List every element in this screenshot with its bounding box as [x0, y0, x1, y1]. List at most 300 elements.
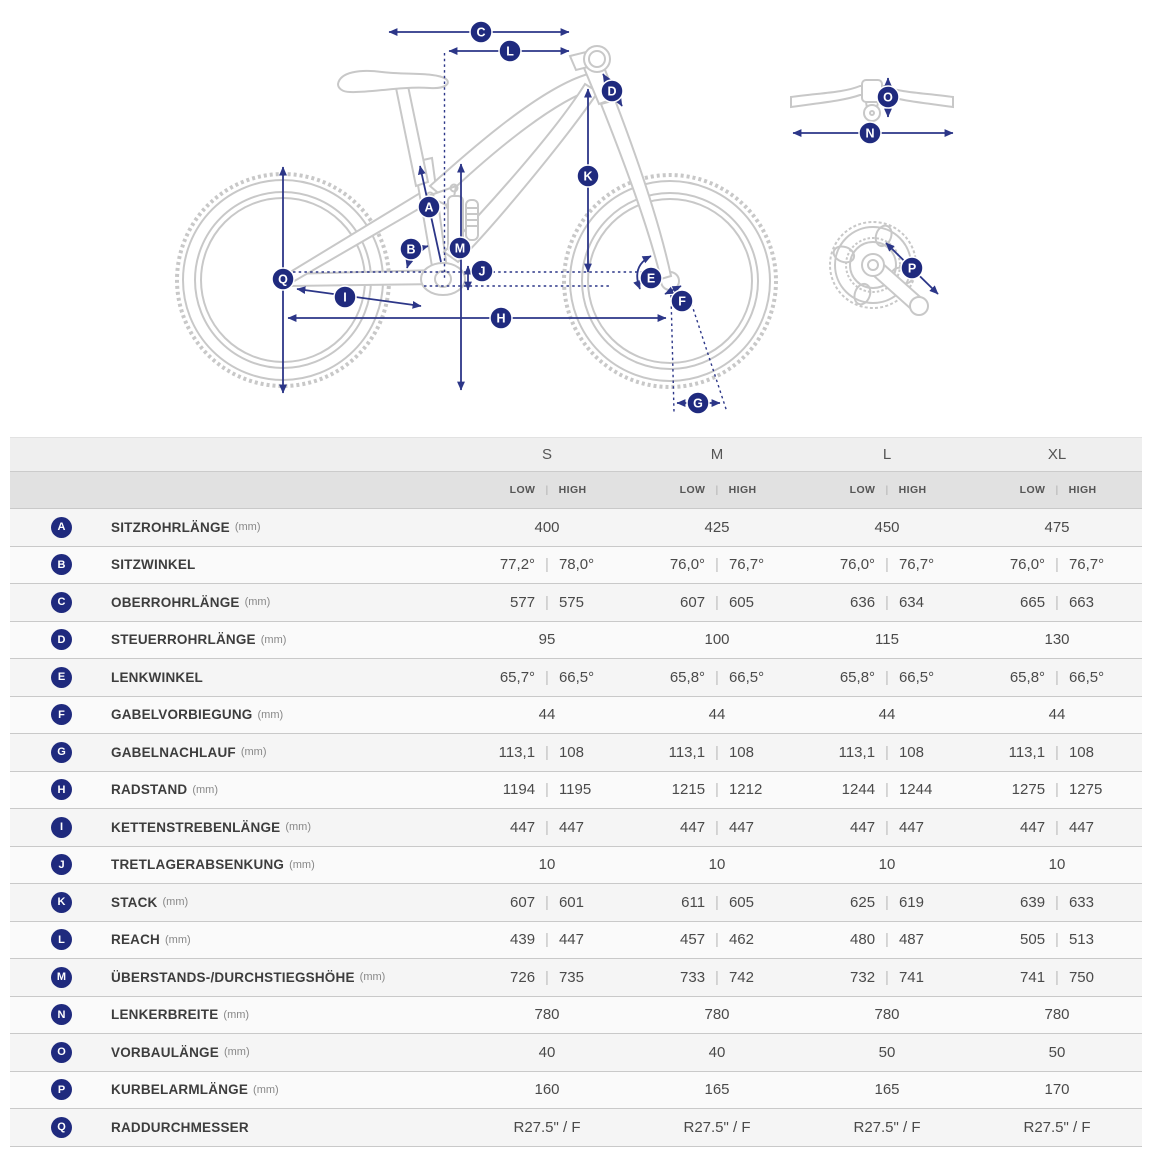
table-row: [10, 621, 1142, 659]
value-low: 607: [510, 893, 536, 911]
row-letter-badge: P: [51, 1079, 72, 1100]
table-row: [10, 1071, 1142, 1109]
value-cell: [802, 781, 972, 798]
row-letter-badge: A: [51, 517, 72, 538]
lowhigh-header: LOW | HIGH: [679, 484, 757, 496]
value-cell: [632, 781, 802, 798]
value-low: 447: [1020, 818, 1046, 836]
value: 10: [538, 856, 556, 874]
value: R27.5" / F: [853, 1118, 921, 1136]
size-header-xl: XL: [1047, 446, 1067, 463]
value-low: 1275: [1011, 781, 1046, 799]
value-divider: |: [715, 668, 719, 686]
value-high: 1195: [558, 781, 592, 799]
value-divider: |: [545, 893, 549, 911]
value: 50: [1048, 1043, 1066, 1061]
lowhigh-header-row: [10, 471, 1142, 508]
row-letter-badge: M: [51, 967, 72, 988]
value-high: 735: [558, 968, 584, 986]
value-high: 108: [898, 743, 924, 761]
value-divider: |: [545, 968, 549, 986]
handlebar-top-view: [791, 80, 953, 121]
row-header: [10, 967, 462, 988]
row-unit: (mm): [244, 596, 271, 609]
row-header: [10, 592, 462, 613]
svg-text:N: N: [865, 126, 875, 141]
value-high: 447: [558, 818, 584, 836]
geometry-table: [10, 437, 1142, 1147]
value-cell: [462, 1119, 632, 1136]
value-cell: [462, 1006, 632, 1023]
value: 95: [538, 631, 556, 649]
value-cell: [972, 1081, 1142, 1098]
value-divider: |: [885, 743, 889, 761]
value-cell: [462, 744, 632, 761]
value-cell: [972, 669, 1142, 686]
value-cell: [972, 744, 1142, 761]
value-cell: [972, 594, 1142, 611]
value: 40: [538, 1043, 556, 1061]
value-divider: |: [885, 893, 889, 911]
value-high: 108: [558, 743, 584, 761]
row-label: STACK: [111, 894, 158, 910]
value-cell: [802, 1081, 972, 1098]
value-high: 619: [898, 893, 924, 911]
size-header-l: L: [882, 446, 892, 463]
value-high: 447: [1068, 818, 1094, 836]
marker-p: [901, 257, 923, 279]
value-divider: |: [885, 668, 889, 686]
value-cell: [972, 894, 1142, 911]
value-divider: |: [1055, 668, 1059, 686]
svg-text:K: K: [583, 169, 593, 184]
value-cell: [972, 969, 1142, 986]
value-high: 462: [728, 931, 754, 949]
svg-text:J: J: [478, 264, 486, 279]
row-header: [10, 667, 462, 688]
value-cell: [802, 1044, 972, 1061]
value-divider: |: [885, 818, 889, 836]
vertical-trail-dashed-line: [671, 295, 674, 412]
value-high: 66,5°: [1068, 668, 1105, 686]
value-divider: |: [715, 743, 719, 761]
value: 115: [875, 631, 899, 649]
value: 44: [878, 706, 896, 724]
value-cell: [632, 556, 802, 573]
value-cell: [632, 631, 802, 648]
value: 100: [704, 631, 730, 649]
marker-h: [490, 307, 512, 329]
table-row: [10, 846, 1142, 884]
value-high: 605: [728, 593, 754, 611]
value: 44: [1048, 706, 1066, 724]
value-cell: [802, 519, 972, 536]
value: 50: [878, 1043, 896, 1061]
value: 450: [874, 518, 900, 536]
value-divider: |: [885, 968, 889, 986]
row-label: ÜBERSTANDS-/DURCHSTIEGSHÖHE: [111, 969, 355, 985]
marker-g: [687, 392, 709, 414]
value-cell: [632, 669, 802, 686]
value-high: 633: [1068, 893, 1094, 911]
value: R27.5" / F: [1023, 1118, 1091, 1136]
value-cell: [632, 856, 802, 873]
row-header: [10, 1079, 462, 1100]
row-label: OBERROHRLÄNGE: [111, 594, 240, 610]
value-low: 665: [1020, 593, 1046, 611]
value-high: 487: [898, 931, 924, 949]
svg-text:L: L: [506, 44, 514, 59]
value-divider: |: [715, 931, 719, 949]
value-high: 66,5°: [728, 668, 765, 686]
value-cell: [462, 631, 632, 648]
svg-text:C: C: [476, 25, 486, 40]
value: 170: [1044, 1081, 1070, 1099]
row-label: GABELVORBIEGUNG: [111, 707, 253, 723]
value: 400: [534, 518, 560, 536]
saddle: [338, 71, 448, 92]
row-unit: (mm): [253, 1083, 279, 1096]
row-header: [10, 779, 462, 800]
row-unit: (mm): [289, 858, 315, 871]
value-divider: |: [1055, 743, 1059, 761]
marker-m: [449, 237, 471, 259]
value-cell: [802, 931, 972, 948]
value-cell: [462, 931, 632, 948]
row-label: STEUERROHRLÄNGE: [111, 632, 256, 648]
value-low: 439: [510, 931, 536, 949]
marker-k: [577, 165, 599, 187]
row-label: SITZWINKEL: [111, 557, 196, 573]
size-header-s: S: [541, 446, 552, 463]
value: 40: [708, 1043, 726, 1061]
row-unit: (mm): [359, 971, 386, 984]
value: R27.5" / F: [513, 1118, 581, 1136]
value-high: 66,5°: [558, 668, 595, 686]
value-low: 113,1: [1008, 743, 1046, 761]
value-cell: [802, 556, 972, 573]
value-high: 742: [728, 968, 754, 986]
fork: [601, 100, 671, 279]
row-label: RADSTAND: [111, 782, 188, 798]
value-low: 1194: [502, 781, 536, 799]
value-low: 76,0°: [669, 556, 706, 574]
row-unit: (mm): [192, 783, 219, 796]
row-header: [10, 892, 462, 913]
value-low: 457: [680, 931, 706, 949]
value-divider: |: [885, 931, 889, 949]
row-label: LENKWINKEL: [111, 669, 203, 685]
value-cell: [632, 1081, 802, 1098]
value-high: 605: [728, 893, 754, 911]
row-letter-badge: C: [51, 592, 72, 613]
value-cell: [632, 819, 802, 836]
row-label: KURBELARMLÄNGE: [111, 1082, 249, 1098]
svg-text:B: B: [406, 242, 416, 257]
value-cell: [462, 594, 632, 611]
value-divider: |: [545, 743, 549, 761]
value-low: 76,0°: [1009, 556, 1046, 574]
value-low: 607: [680, 593, 706, 611]
svg-text:G: G: [693, 396, 703, 411]
value-cell: [802, 819, 972, 836]
svg-text:H: H: [496, 311, 506, 326]
svg-text:M: M: [454, 241, 466, 256]
value-low: 65,8°: [669, 668, 706, 686]
table-row: [10, 658, 1142, 696]
row-header: [10, 817, 462, 838]
row-label: GABELNACHLAUF: [111, 744, 236, 760]
value-divider: |: [885, 593, 889, 611]
value-cell: [462, 894, 632, 911]
row-unit: (mm): [162, 896, 189, 909]
value-cell: [632, 519, 802, 536]
row-unit: (mm): [223, 1008, 250, 1021]
table-row: [10, 996, 1142, 1034]
row-header: [10, 1004, 462, 1025]
value-divider: |: [715, 781, 719, 799]
value-cell: [462, 781, 632, 798]
value: 160: [534, 1081, 560, 1099]
value-low: 447: [510, 818, 536, 836]
row-letter-badge: N: [51, 1004, 72, 1025]
marker-b: [400, 238, 422, 260]
geometry-diagram: [0, 0, 1152, 437]
value: 10: [878, 856, 896, 874]
lowhigh-header: LOW | HIGH: [849, 484, 927, 496]
value-low: 625: [850, 893, 876, 911]
table-row: [10, 546, 1142, 584]
row-letter-badge: G: [51, 742, 72, 763]
value-high: 601: [558, 893, 584, 911]
value-high: 575: [558, 593, 584, 611]
svg-text:A: A: [424, 200, 434, 215]
value-low: 577: [510, 593, 536, 611]
value-divider: |: [545, 931, 549, 949]
table-row: [10, 1108, 1142, 1147]
value-cell: [972, 1119, 1142, 1136]
value-low: 65,8°: [1009, 668, 1046, 686]
value-cell: [972, 556, 1142, 573]
row-header: [10, 517, 462, 538]
row-unit: (mm): [165, 933, 191, 946]
value: 10: [708, 856, 726, 874]
value: 165: [874, 1081, 900, 1099]
value-cell: [802, 894, 972, 911]
value-divider: |: [1055, 893, 1059, 911]
row-letter-badge: K: [51, 892, 72, 913]
value-divider: |: [1055, 781, 1059, 799]
table-row: [10, 1033, 1142, 1071]
row-unit: (mm): [260, 633, 287, 646]
value-cell: [462, 1081, 632, 1098]
row-letter-badge: B: [51, 554, 72, 575]
value-high: 1275: [1068, 781, 1103, 799]
value-low: 65,7°: [499, 668, 536, 686]
row-header: [10, 629, 462, 650]
value-cell: [972, 1006, 1142, 1023]
value-low: 480: [850, 931, 876, 949]
value-divider: |: [1055, 818, 1059, 836]
value-divider: |: [715, 593, 719, 611]
svg-text:Q: Q: [278, 272, 288, 287]
row-unit: (mm): [285, 821, 312, 834]
value-low: 1215: [671, 781, 706, 799]
table-row: [10, 733, 1142, 771]
value-divider: |: [545, 668, 549, 686]
row-label: TRETLAGERABSENKUNG: [111, 857, 285, 873]
value-cell: [632, 931, 802, 948]
value-divider: |: [1055, 931, 1059, 949]
svg-text:F: F: [678, 294, 686, 309]
value-low: 611: [681, 893, 706, 911]
value-low: 113,1: [498, 743, 536, 761]
row-label: VORBAULÄNGE: [111, 1044, 219, 1060]
row-letter-badge: J: [51, 854, 72, 875]
value: R27.5" / F: [683, 1118, 751, 1136]
value-cell: [462, 669, 632, 686]
value-high: 108: [1068, 743, 1094, 761]
row-letter-badge: Q: [51, 1117, 72, 1138]
table-row: [10, 958, 1142, 996]
value-divider: |: [715, 968, 719, 986]
svg-text:O: O: [883, 90, 893, 105]
value-low: 1244: [841, 781, 876, 799]
value-high: 447: [898, 818, 924, 836]
dim-i-chainstay: [297, 289, 421, 306]
value-high: 76,7°: [728, 556, 765, 574]
value-cell: [972, 781, 1142, 798]
bike-geometry-svg: [0, 0, 1152, 437]
row-header: [10, 854, 462, 875]
row-header: [10, 742, 462, 763]
value: 780: [874, 1006, 900, 1024]
value-cell: [462, 856, 632, 873]
value-high: 447: [728, 818, 754, 836]
value: 10: [1048, 856, 1066, 874]
row-header: [10, 1117, 462, 1138]
value-cell: [632, 1119, 802, 1136]
row-unit: (mm): [234, 521, 261, 534]
value-cell: [632, 1044, 802, 1061]
value-high: 1212: [728, 781, 763, 799]
value-cell: [802, 969, 972, 986]
row-header: [10, 929, 462, 950]
value-divider: |: [545, 818, 549, 836]
value-divider: |: [1055, 968, 1059, 986]
marker-c: [470, 21, 492, 43]
marker-i: [334, 286, 356, 308]
table-row: [10, 771, 1142, 809]
row-label: RADDURCHMESSER: [111, 1119, 249, 1135]
lowhigh-header: LOW | HIGH: [1019, 484, 1097, 496]
value-cell: [632, 894, 802, 911]
value-cell: [802, 706, 972, 723]
size-header-m: M: [710, 446, 724, 463]
marker-o: [877, 86, 899, 108]
row-header: [10, 554, 462, 575]
row-letter-badge: F: [51, 704, 72, 725]
value-high: 447: [558, 931, 584, 949]
front-wheel: [564, 175, 776, 387]
value-cell: [972, 519, 1142, 536]
value-high: 108: [728, 743, 754, 761]
row-label: REACH: [111, 932, 161, 948]
value-cell: [972, 631, 1142, 648]
value-low: 636: [850, 593, 876, 611]
row-letter-badge: E: [51, 667, 72, 688]
value-divider: |: [1055, 593, 1059, 611]
value-cell: [802, 744, 972, 761]
marker-f: [671, 290, 693, 312]
value-low: 76,0°: [839, 556, 876, 574]
value-high: 76,7°: [1068, 556, 1105, 574]
value-divider: |: [885, 781, 889, 799]
value-low: 65,8°: [839, 668, 876, 686]
value-cell: [632, 969, 802, 986]
value-cell: [972, 706, 1142, 723]
value-low: 113,1: [668, 743, 706, 761]
value-cell: [802, 1119, 972, 1136]
value-divider: |: [545, 593, 549, 611]
value-cell: [802, 669, 972, 686]
row-letter-badge: H: [51, 779, 72, 800]
value-divider: |: [545, 781, 549, 799]
value-divider: |: [545, 556, 549, 574]
row-letter-badge: D: [51, 629, 72, 650]
row-unit: (mm): [240, 746, 267, 759]
row-label: KETTENSTREBENLÄNGE: [111, 819, 281, 835]
value-low: 447: [850, 818, 876, 836]
value-cell: [632, 1006, 802, 1023]
value-low: 639: [1020, 893, 1046, 911]
table-row: [10, 921, 1142, 959]
row-unit: (mm): [257, 708, 284, 721]
motor: [421, 263, 465, 295]
value: 780: [704, 1006, 730, 1024]
marker-e: [640, 267, 662, 289]
value-cell: [462, 519, 632, 536]
value-cell: [632, 744, 802, 761]
size-header-row: [10, 437, 1142, 471]
marker-d: [601, 80, 623, 102]
value-cell: [462, 556, 632, 573]
value-high: 1244: [898, 781, 933, 799]
value-cell: [802, 594, 972, 611]
row-header: [10, 704, 462, 725]
svg-text:E: E: [646, 271, 656, 286]
value-low: 741: [1020, 968, 1046, 986]
lowhigh-header: LOW | HIGH: [509, 484, 587, 496]
value-low: 113,1: [838, 743, 876, 761]
marker-j: [471, 260, 493, 282]
value-cell: [972, 819, 1142, 836]
marker-n: [859, 122, 881, 144]
row-letter-badge: I: [51, 817, 72, 838]
value-divider: |: [885, 556, 889, 574]
value-divider: |: [715, 893, 719, 911]
table-row: [10, 508, 1142, 546]
value-cell: [802, 856, 972, 873]
value: 44: [708, 706, 726, 724]
table-row: [10, 696, 1142, 734]
value-high: 750: [1068, 968, 1094, 986]
row-label: SITZROHRLÄNGE: [111, 519, 230, 535]
value-high: 66,5°: [898, 668, 935, 686]
value: 780: [1044, 1006, 1070, 1024]
value-cell: [632, 594, 802, 611]
value: 425: [704, 518, 730, 536]
